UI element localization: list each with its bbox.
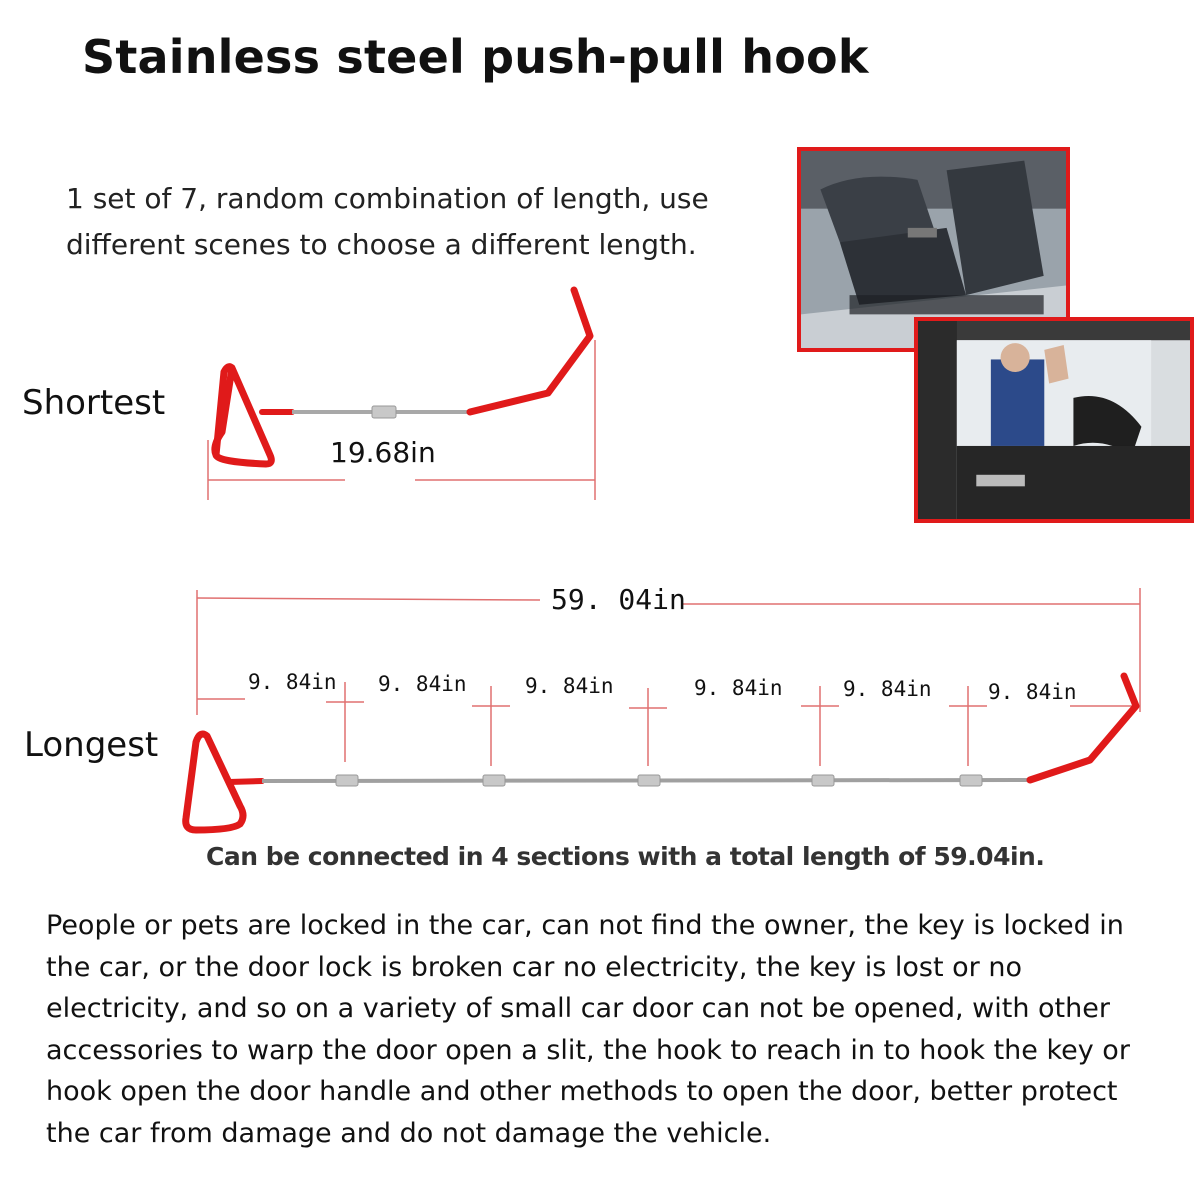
section-length-label: 9. 84in [248,670,337,694]
usage-description: People or pets are locked in the car, can not find the owner, the key is locked in the car, or the door lock is broken car no electricity, the key is lost or no electricity, and so on a variety of small car door can not be opened, with other accessories to warp the door open a slit, the hook to reach in to hook the key or hook open the door handle and other methods to open the door, better protect the car from damage and do not damage the vehicle. [46,910,1130,1149]
section-length-label: 9. 84in [988,680,1077,704]
shortest-length-label: 19.68in [330,436,436,469]
page-title: Stainless steel push-pull hook [82,30,869,84]
section-length-label: 9. 84in [694,676,783,700]
intro-text: 1 set of 7, random combination of length, use different scenes to choose a different length. [66,182,709,261]
longest-total-length-label: 59. 04in [551,583,686,616]
section-length-label: 9. 84in [525,674,614,698]
shortest-label: Shortest [22,383,166,423]
shortest-dimension-line [208,340,595,500]
connection-caption: Can be connected in 4 sections with a total length of 59.04in. [206,842,1045,871]
longest-label: Longest [24,725,159,765]
section-length-label: 9. 84in [378,672,467,696]
section-length-label: 9. 84in [843,677,932,701]
